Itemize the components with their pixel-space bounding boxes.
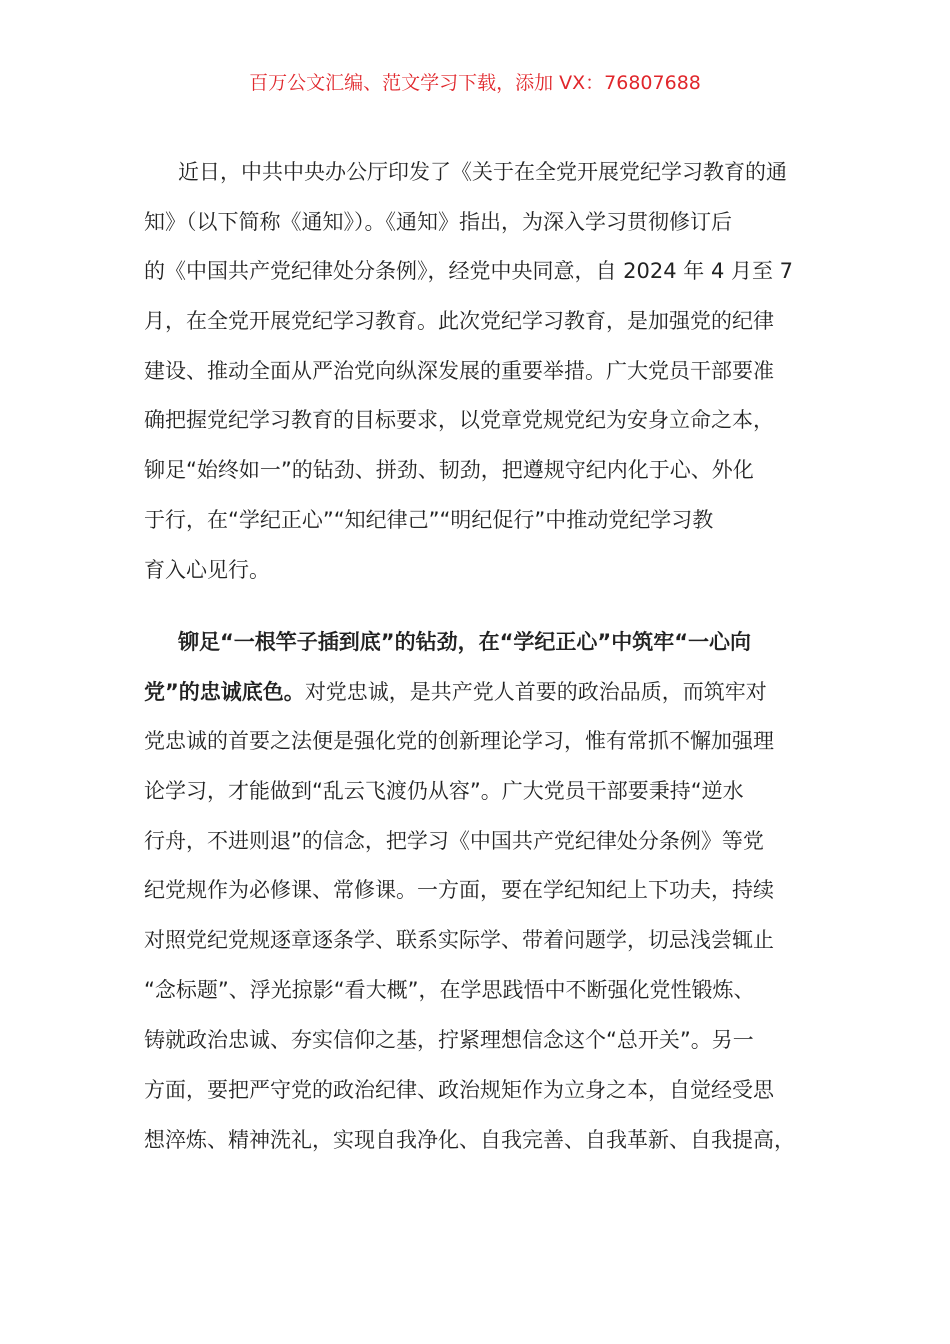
text-line: 于行，在“学纪正心”“知纪律己”“明纪促行”中推动党纪学习教 <box>144 508 714 532</box>
text-line: 党忠诚的首要之法便是强化党的创新理论学习，惟有常抓不懈加强理 <box>144 729 774 753</box>
text-line: 建设、推动全面从严治党向纵深发展的重要举措。广大党员干部要准 <box>144 359 774 383</box>
watermark-header: 百万公文汇编、范文学习下载，添加 VX：76807688 <box>249 72 701 94</box>
text-line: 的《中国共产党纪律处分条例》，经党中央同意，自 2024 年 4 月至 7 <box>144 259 794 283</box>
text-line: 近日，中共中央办公厅印发了《关于在全党开展党纪学习教育的通 <box>178 160 787 184</box>
text-line: 育入心见行。 <box>144 558 270 582</box>
text-line: 论学习，才能做到“乱云飞渡仍从容”。广大党员干部要秉持“逆水 <box>144 779 744 803</box>
text-line <box>144 678 767 706</box>
text-line: 行舟，不进则退”的信念，把学习《中国共产党纪律处分条例》等党 <box>144 829 764 853</box>
text-line: 铆足“始终如一”的钻劲、拼劲、韧劲，把遵规守纪内化于心、外化 <box>144 458 754 482</box>
text-segment: 对党忠诚，是共产党人首要的政治品质，而筑牢对 <box>304 680 767 704</box>
text-line: “念标题”、浮光掠影“看大概”，在学思践悟中不断强化党性锻炼、 <box>144 978 755 1002</box>
text-line: 铸就政治忠诚、夯实信仰之基，拧紧理想信念这个“总开关”。另一 <box>144 1028 754 1052</box>
text-line: 月，在全党开展党纪学习教育。此次党纪学习教育，是加强党的纪律 <box>144 309 774 333</box>
text-line: 纪党规作为必修课、常修课。一方面，要在学纪知纪上下功夫，持续 <box>144 878 774 902</box>
text-line: 方面，要把严守党的政治纪律、政治规矩作为立身之本，自觉经受思 <box>144 1078 774 1102</box>
text-line: 对照党纪党规逐章逐条学、联系实际学、带着问题学，切忌浅尝辄止 <box>144 928 774 952</box>
text-line: 想淬炼、精神洗礼，实现自我净化、自我完善、自我革新、自我提高， <box>144 1128 795 1152</box>
section-heading: 铆足“一根竿子插到底”的钻劲，在“学纪正心”中筑牢“一心向 <box>178 630 752 654</box>
text-line: 确把握党纪学习教育的目标要求，以党章党规党纪为安身立命之本， <box>144 408 774 432</box>
section-heading-end: 党”的忠诚底色。 <box>144 680 305 704</box>
text-line: 知》（以下简称《通知》）。《通知》指出，为深入学习贯彻修订后 <box>144 210 732 234</box>
